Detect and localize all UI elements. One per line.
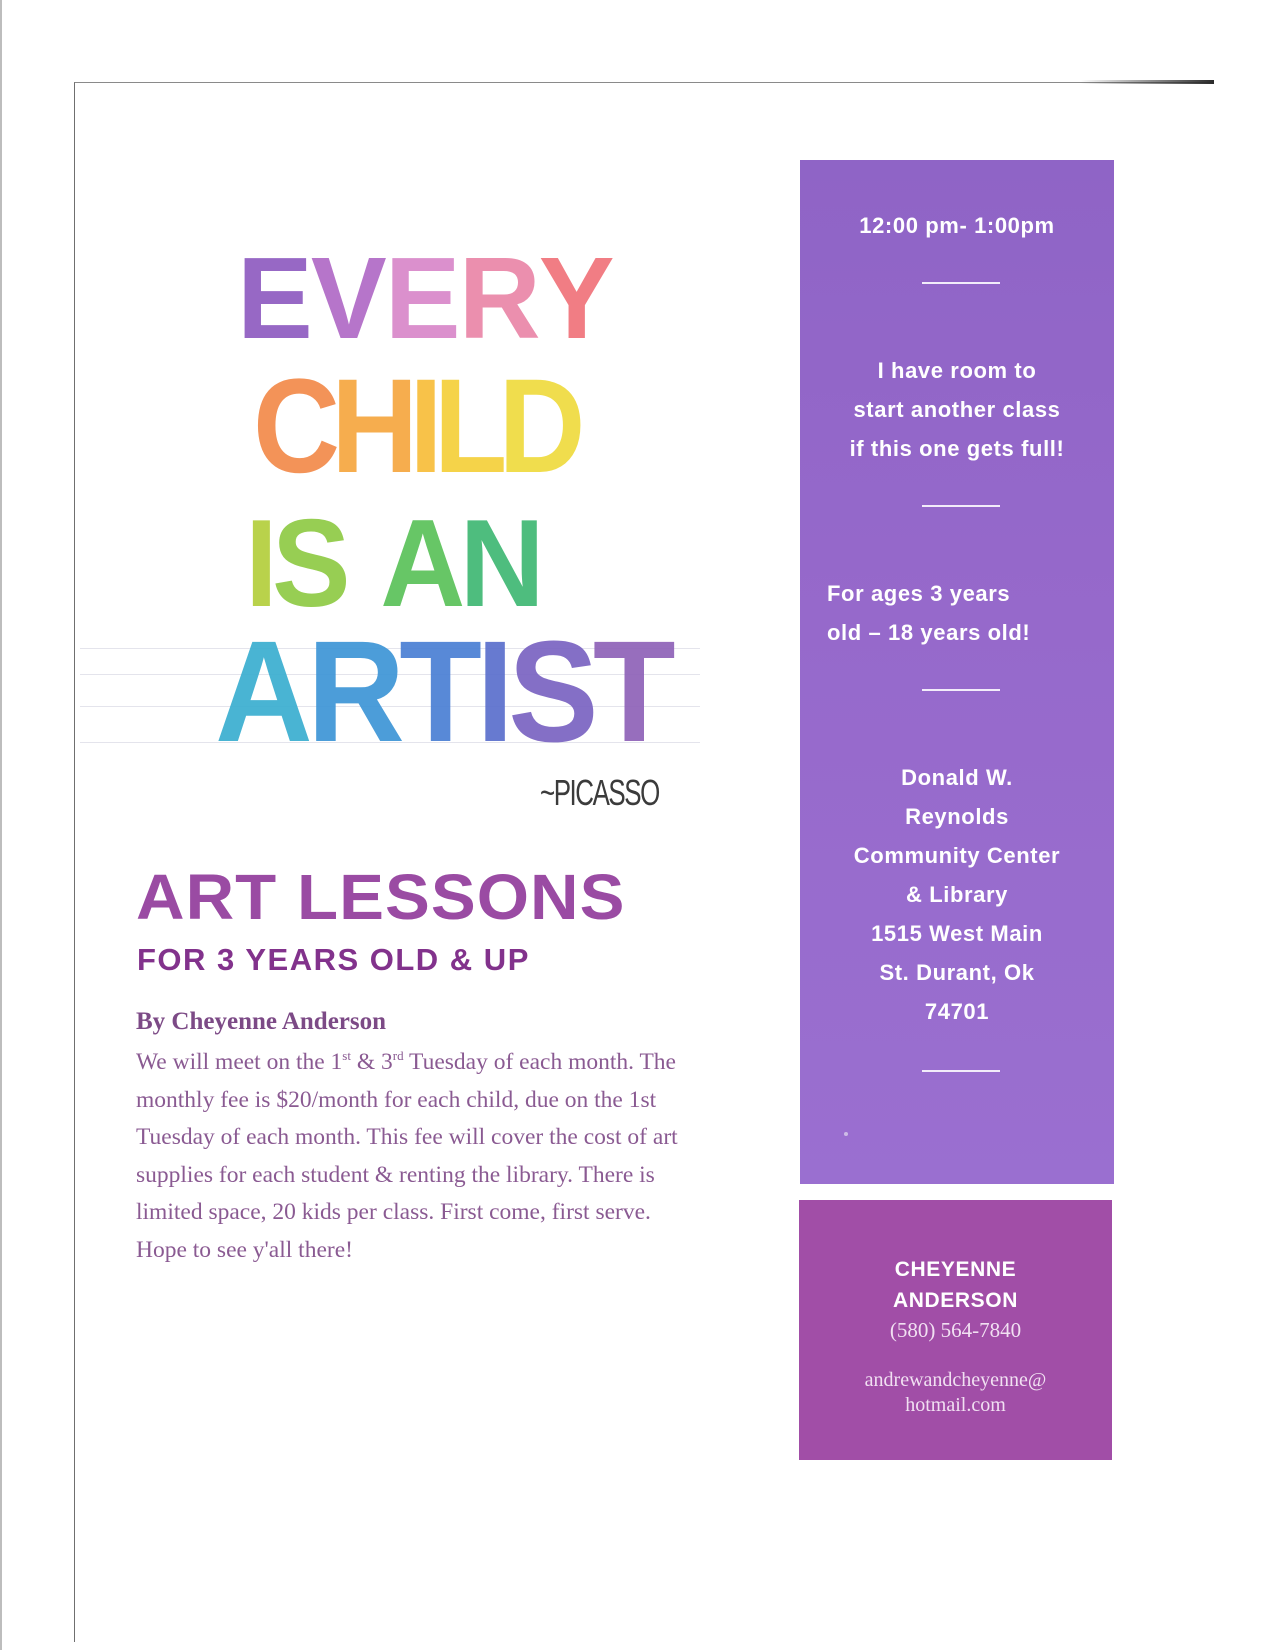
description-line: monthly fee is $20/month for each child, due on the 1st [136,1086,657,1113]
quote-letter: A [215,611,308,772]
contact-phone: (580) 564-7840 [889,1318,1022,1342]
scan-left-edge [0,0,2,1650]
age-range-line: old – 18 years old! [827,620,1031,645]
extra-class-note-line: I have room to [877,358,1037,383]
contact-name [799,1254,1112,1316]
address-line: & Library [906,882,1008,907]
address-line: 74701 [924,999,990,1024]
quote-letter: T [592,611,670,772]
description-line: Hope to see y'all there! [136,1236,353,1263]
age-range [827,574,1107,652]
quote-letter [345,502,380,626]
address-line: Community Center [853,843,1061,868]
quote-line-every [237,233,613,363]
contact-email-line: andrewandcheyenne@ [864,1369,1047,1391]
byline: By Cheyenne Anderson [136,1008,387,1035]
extra-class-note-line: if this one gets full! [849,436,1065,461]
scan-top-edge [1080,80,1214,84]
divider [922,689,1000,691]
quote-letter: V [310,233,385,363]
location-address [800,758,1114,1031]
address-line: St. Durant, Ok [879,960,1035,985]
quote-letter: N [459,495,540,633]
extra-class-note-line: start another class [853,397,1061,422]
quote-letter: R [458,233,539,363]
quote-line-artist [215,611,670,772]
info-sidebar [800,160,1114,1184]
age-range-line: For ages 3 years [827,581,1011,606]
quote-attribution: ~PICASSO [540,772,659,813]
quote-letter: R [307,611,400,772]
contact-email-line: hotmail.com [905,1394,1006,1416]
quote-line-is-an [245,495,540,633]
description-line: We will meet on the 1st & 3rd Tuesday of each month. The [136,1048,676,1075]
description-paragraph [136,1044,786,1269]
contact-name-line: CHEYENNE [894,1258,1017,1281]
quote-letter: I [409,352,434,501]
quote-letter: Y [538,233,613,363]
quote-letter: L [433,352,499,501]
class-time: 12:00 pm- 1:00pm [859,213,1055,238]
address-line: Reynolds [905,804,1009,829]
description-line: Tuesday of each month. This fee will cover the cost of art [136,1124,678,1150]
quote-letter: I [476,611,509,772]
description-line: supplies for each student & renting the library. There is [136,1161,655,1188]
contact-email [799,1368,1112,1418]
divider [922,505,1000,507]
quote-letter: H [331,352,410,501]
scan-speck [844,1132,848,1136]
divider [922,282,1000,284]
divider [922,1070,1000,1072]
quote-letter: T [399,611,477,772]
subheadline: FOR 3 YEARS OLD & UP [137,942,530,977]
quote-letter: E [237,233,311,363]
quote-letter: E [384,233,459,363]
address-line: Donald W. [901,765,1013,790]
description-line: limited space, 20 kids per class. First come, first serve. [136,1199,651,1225]
quote-letter: A [380,495,460,633]
extra-class-note [800,351,1114,468]
contact-box [799,1200,1112,1460]
address-line: 1515 West Main [871,921,1043,946]
contact-name-line: ANDERSON [893,1289,1018,1312]
quote-letter: D [498,352,577,501]
quote-letter: S [272,495,345,633]
quote-letter: I [245,495,273,633]
quote-letter: C [253,352,332,501]
quote-letter: S [508,611,593,772]
quote-line-child [253,352,577,501]
headline: ART LESSONS [136,861,626,933]
